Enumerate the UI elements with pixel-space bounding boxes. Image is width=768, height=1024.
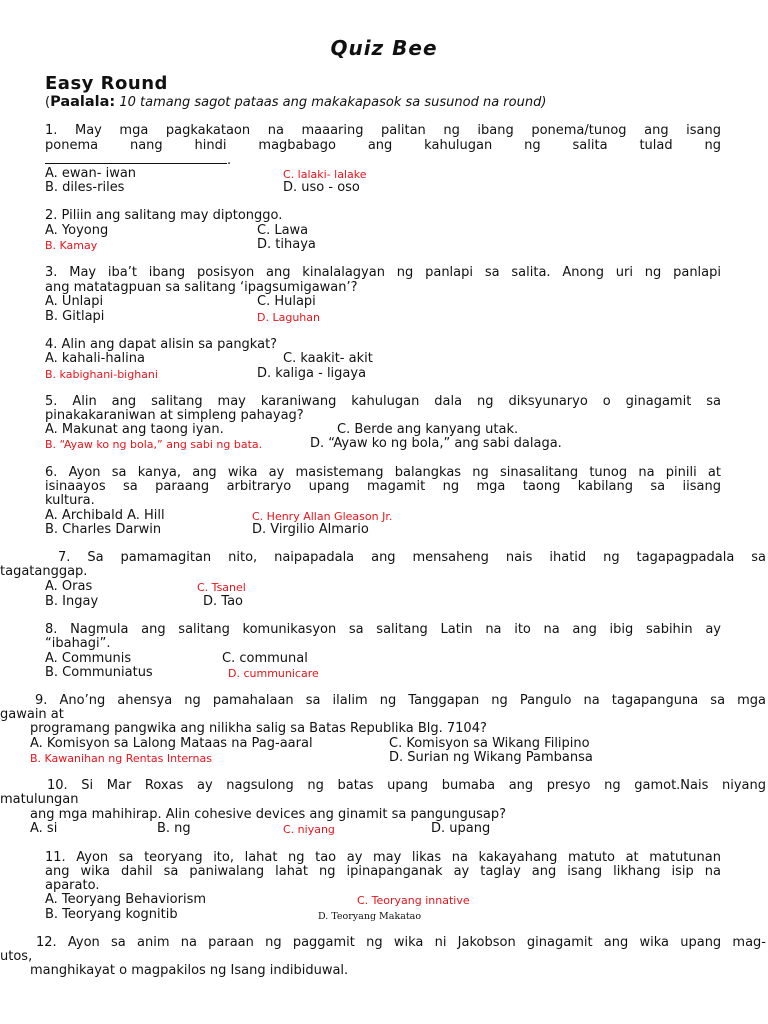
option-c-marked: C. niyang — [283, 823, 335, 836]
option-b: B. Charles Darwin — [45, 522, 162, 537]
option-c-marked: C. Henry Allan Gleason Jr. — [252, 510, 393, 523]
question-text: “ibahagi”. — [45, 636, 111, 651]
reminder-label: Paalala: — [50, 94, 116, 110]
option-a: A. Archibald A. Hill — [45, 508, 165, 523]
question-text: 7. Sa pamamagitan nito, naipapadala ang mensaheng nais ihatid ng tagapagpadala sa — [58, 550, 766, 565]
question-text: 5. Alin ang salitang may karaniwang kahulugan dala ng diksyunaryo o ginagamit sa — [45, 394, 721, 409]
option-d: D. Tao — [203, 594, 243, 609]
reminder-text: 10 tamang sagot pataas ang makakapasok sa susunod na round) — [119, 95, 547, 110]
option-c: C. Lawa — [257, 223, 309, 238]
option-c-marked: C. Teoryang innative — [357, 894, 470, 907]
question-text: manghikayat o magpakilos ng Isang indibiduwal. — [30, 963, 349, 978]
question-text: 11. Ayon sa teoryang ito, lahat ng tao ay may likas na kakayahang matuto at matutunan — [45, 850, 721, 865]
option-a: A. Oras — [45, 579, 93, 594]
option-b: B. Communiatus — [45, 665, 153, 680]
option-b: B. Gitlapi — [45, 309, 105, 324]
question-text: programang pangwika ang nilikha salig sa Batas Republika Blg. 7104? — [30, 721, 487, 736]
question-text: matulungan — [0, 792, 79, 807]
option-a: A. Yoyong — [45, 223, 109, 238]
question-text: pinakakaraniwan at simpleng pahayag? — [45, 408, 304, 423]
option-b: B. diles-riles — [45, 180, 125, 195]
option-b-marked: B. kabighani-bighani — [45, 368, 158, 381]
option-a: A. Komisyon sa Lalong Mataas na Pag-aaral — [30, 736, 313, 751]
question-text: 10. Si Mar Roxas ay nagsulong ng batas upang bumaba ang presyo ng gamot.Nais niyang — [47, 778, 766, 793]
question-text: 8. Nagmula ang salitang komunikasyon sa salitang Latin na ito na ang ibig sabihin ay — [45, 622, 721, 637]
option-c-marked: C. lalaki- lalake — [283, 168, 367, 181]
question-text: isinaayos sa paraang arbitraryo upang magamit ng mga taong kabilang sa iisang — [45, 479, 721, 494]
option-d-marked: D. cummunicare — [228, 667, 319, 680]
option-a: A. ewan- iwan — [45, 166, 137, 181]
option-b: B. Ingay — [45, 594, 99, 609]
question-text: 9. Ano’ng ahensya ng pamahalaan sa ilalim ng Tanggapan ng Pangulo na tagapanguna sa mga — [35, 693, 766, 708]
option-d: D. Virgilio Almario — [252, 522, 369, 537]
option-c: C. Komisyon sa Wikang Filipino — [389, 736, 590, 751]
option-a: A. Communis — [45, 651, 132, 666]
option-d: D. upang — [431, 821, 491, 836]
option-d: D. Teoryang Makatao — [318, 911, 422, 922]
option-c: C. Berde ang kanyang utak. — [337, 422, 519, 437]
option-b: B. Teoryang kognitib — [45, 907, 178, 922]
option-a: A. Makunat ang taong iyan. — [45, 422, 224, 437]
question-text: ponema nang hindi magbabago ang kahulugan ng salita tulad ng — [45, 138, 721, 153]
option-a: A. Unlapi — [45, 294, 104, 309]
question-text: tagatanggap. — [0, 564, 88, 579]
question-text: gawain at — [0, 707, 64, 722]
round-heading: Easy Round — [45, 73, 168, 94]
question-text: ang wika dahil sa paniwalang lahat ng ipinapanganak ay taglay ang isang likhang isip na — [45, 864, 721, 879]
option-b: B. ng — [157, 821, 191, 836]
option-d: D. “Ayaw ko ng bola,” ang sabi dalaga. — [310, 436, 562, 451]
option-b-marked: B. Kamay — [45, 239, 98, 252]
question-text: 2. Piliin ang salitang may diptonggo. — [45, 208, 283, 223]
option-a: A. kahali-halina — [45, 351, 145, 366]
option-a: A. Teoryang Behaviorism — [45, 892, 207, 907]
option-b-marked: B. Kawanihan ng Rentas Internas — [30, 752, 212, 765]
option-d: D. kaliga - ligaya — [257, 366, 367, 381]
answer-blank-line: . — [45, 153, 231, 169]
option-d: D. tihaya — [257, 237, 316, 252]
option-d: D. Surian ng Wikang Pambansa — [389, 750, 593, 765]
question-text: 4. Alin ang dapat alisin sa pangkat? — [45, 337, 278, 352]
document-title: Quiz Bee — [330, 36, 438, 60]
question-text: aparato. — [45, 878, 100, 893]
answer-blank — [45, 153, 227, 164]
option-a: A. si — [30, 821, 58, 836]
question-text: ang mga mahihirap. Alin cohesive devices ang ginamit sa pangungusap? — [30, 807, 507, 822]
reminder-open-paren: ( — [45, 95, 51, 110]
option-c: C. Hulapi — [257, 294, 316, 309]
question-text: 3. May iba’t ibang posisyon ang kinalalagyan ng panlapi sa salita. Anong uri ng panlapi — [45, 265, 721, 280]
reminder-note — [45, 94, 546, 110]
option-c: C. kaakit- akit — [283, 351, 373, 366]
question-text: 6. Ayon sa kanya, ang wika ay masistemang balangkas ng sinasalitang tunog na pinili at — [45, 465, 721, 480]
question-text: ang matatagpuan sa salitang ‘ipagsumigawan’? — [45, 280, 358, 295]
question-text: 12. Ayon sa anim na paraan ng paggamit ng wika ni Jakobson ginagamit ang wika upang mag- — [36, 935, 766, 950]
question-text: kultura. — [45, 493, 95, 508]
option-d-marked: D. Laguhan — [257, 311, 320, 324]
option-c-marked: C. Tsanel — [197, 581, 246, 594]
option-d: D. uso - oso — [283, 180, 360, 195]
option-c: C. communal — [222, 651, 308, 666]
question-text: 1. May mga pagkakataon na maaaring palitan ng ibang ponema/tunog ang isang — [45, 123, 721, 138]
option-b-marked: B. “Ayaw ko ng bola,” ang sabi ng bata. — [45, 438, 263, 451]
question-text: utos, — [0, 949, 33, 964]
